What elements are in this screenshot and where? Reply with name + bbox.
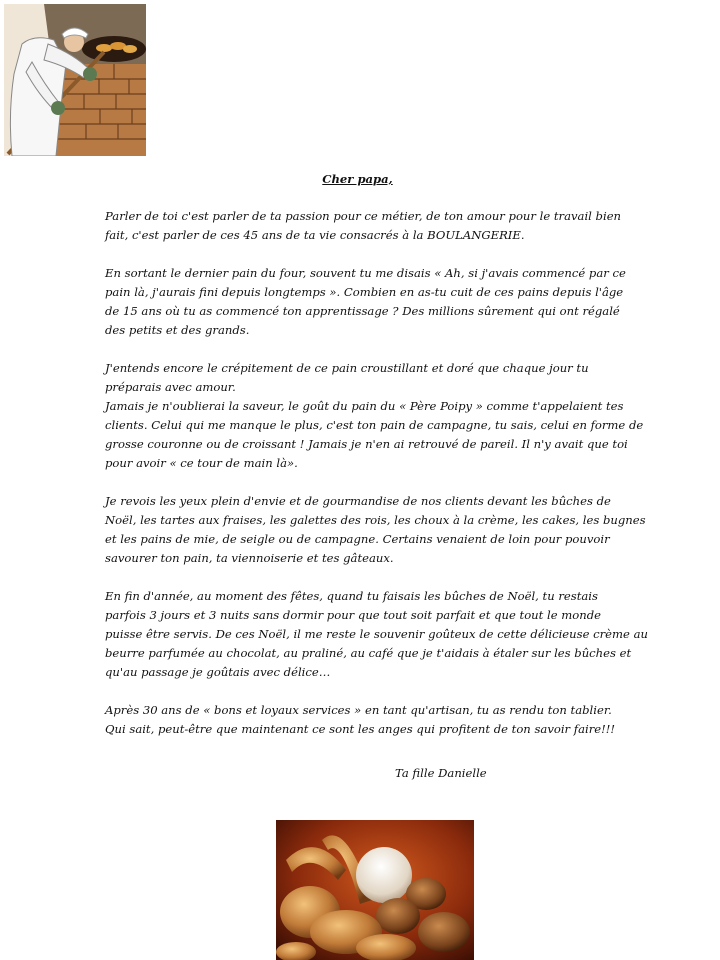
paragraph <box>105 587 648 682</box>
text-line: des petits et des grands. <box>105 323 250 337</box>
text-line: beurre parfumée au chocolat, au praliné, au café que je t'aidais à étaler sur les bûches et <box>105 646 632 660</box>
text-line: qu'au passage je goûtais avec délice… <box>105 665 331 679</box>
paragraph <box>105 359 644 473</box>
floured-loaf-icon <box>356 847 412 903</box>
glove-icon <box>51 101 65 115</box>
text-line: savourer ton pain, ta viennoiserie et tes gâteaux. <box>105 551 394 565</box>
text-line: Noël, les tartes aux fraises, les galettes des rois, les choux à la crème, les cakes, les bugnes <box>105 513 646 527</box>
text-line: J'entends encore le crépitement de ce pain croustillant et doré que chaque jour tu <box>105 361 589 375</box>
text-line: de 15 ans où tu as commencé ton apprentissage ? Des millions sûrement qui ont régalé <box>105 304 620 318</box>
text-line: puisse être servis. De ces Noël, il me reste le souvenir goûteux de cette délicieuse crème au <box>105 627 648 641</box>
text-line: Jamais je n'oublierai la saveur, le goût du pain du « Père Poipy » comme t'appelaient tes <box>105 399 624 413</box>
paragraph <box>105 207 622 245</box>
text-line: grosse couronne ou de croissant ! Jamais je n'en ai retrouvé de pareil. Il n'y avait que toi <box>105 437 628 451</box>
paragraph <box>105 492 646 568</box>
text-line: En fin d'année, au moment des fêtes, quand tu faisais les bûches de Noël, tu restais <box>105 589 598 603</box>
round-loaf-icon <box>418 912 470 952</box>
text-line: préparais avec amour. <box>105 380 236 394</box>
paragraph <box>105 264 626 340</box>
baker-illustration <box>4 4 146 156</box>
text-line: pour avoir « ce tour de main là». <box>105 456 298 470</box>
letter <box>105 170 648 758</box>
salutation: Cher papa, <box>322 172 393 186</box>
text-line: Je revois les yeux plein d'envie et de gourmandise de nos clients devant les bûches de <box>105 494 611 508</box>
glove-icon <box>83 67 97 81</box>
text-line: Qui sait, peut-être que maintenant ce sont les anges qui profitent de ton savoir faire!!! <box>105 722 616 736</box>
text-line: clients. Celui qui me manque le plus, c'est ton pain de campagne, tu sais, celui en forme de <box>105 418 644 432</box>
text-line: et les pains de mie, de seigle ou de campagne. Certains venaient de loin pour pouvoir <box>105 532 610 546</box>
text-line: pain là, j'aurais fini depuis longtemps ». Combien en as-tu cuit de ces pains depuis l'âge <box>105 285 624 299</box>
round-loaf-icon <box>376 898 420 934</box>
bread-photo <box>276 820 474 960</box>
text-line: parfois 3 jours et 3 nuits sans dormir pour que tout soit parfait et que tout le monde <box>105 608 601 622</box>
paragraph <box>105 701 616 739</box>
signature: Ta fille Danielle <box>395 766 487 780</box>
text-line: fait, c'est parler de ces 45 ans de ta vie consacrés à la BOULANGERIE. <box>105 228 525 242</box>
text-line: Après 30 ans de « bons et loyaux services » en tant qu'artisan, tu as rendu ton tablier. <box>105 703 612 717</box>
loaf-icon <box>123 45 137 53</box>
text-line: Parler de toi c'est parler de ta passion pour ce métier, de ton amour pour le travail bien <box>105 209 622 223</box>
text-line: En sortant le dernier pain du four, souvent tu me disais « Ah, si j'avais commencé par ce <box>105 266 626 280</box>
loaf-icon <box>96 44 112 52</box>
